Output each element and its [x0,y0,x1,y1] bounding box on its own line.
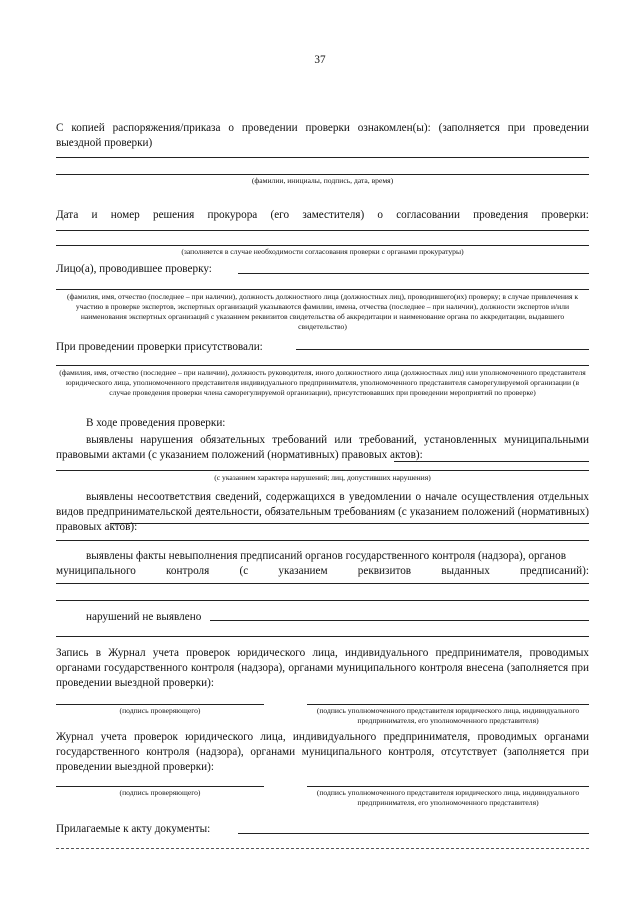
copy-ack-line-2 [56,174,589,175]
nonfulfillment-line-a [56,583,589,584]
prosecutor-date-word: и [91,209,98,221]
nonfulfillment-word: предписаний): [520,565,589,577]
nonfulfillment-word: выданных [441,565,490,577]
nonfulfillment-word: муниципального [56,565,136,577]
inconsistencies-text: выявлены несоответствия сведений, содержащихся в уведомлении о начале осуществления отдельных видов предпринимательской деятельности, обязательным требованиям (с указанием положений (нормативных) правовых актов): [56,491,589,533]
attendees-caption: (фамилия, имя, отчество (последнее – при наличии), должность руководителя, иного должностного лица (должностных лиц) или уполномоченного представителя юридического лица, уполномоченного представителя индивидуального предпринимателя, уполномоченного представителя саморегулируемой организации (в случае проведения проверки члена саморегулируемой организации), присутствовавших при проведении мероприятий по проверке) [59,368,586,397]
violations-text: выявлены нарушения обязательных требований или требований, установленных муниципальными правовыми актами (с указанием положений (нормативных) правовых актов): [56,434,589,461]
prosecutor-caption: (заполняется в случае необходимости согласования проверки с органами прокуратуры) [181,247,464,256]
journal-entry-sign-right-line [307,704,589,705]
inconsistencies-line-2 [56,540,589,541]
findings-intro: В ходе проведения проверки: [86,417,226,429]
no-violations-line-2 [56,636,589,637]
attachments-line-1 [238,833,589,834]
prosecutor-date-word: (его [270,209,290,221]
attendees-line-1 [296,349,589,350]
journal-absent-text: Журнал учета проверок юридического лица, индивидуального предпринимателя, проводимых органами государственного контроля (надзора), органами муниципального контроля, отсутствует (заполняется при проведении выездной проверки): [56,731,589,773]
journal-entry-text: Запись в Журнал учета проверок юридического лица, индивидуального предпринимателя, проводимых органами государственного контроля (надзора), органами муниципального контроля внесена (заполняется при проведении выездной проверки): [56,647,589,689]
no-violations-line-1 [210,620,589,621]
journal-entry-sign-left: (подпись проверяющего) [119,706,201,715]
nonfulfillment-word: (с [239,565,249,577]
inconsistencies-line-1 [110,523,589,524]
prosecutor-date-word: решения [152,209,195,221]
inspector-line-2 [56,289,589,290]
violations-line-2 [56,470,589,471]
prosecutor-date-word: проведения [473,209,529,221]
journal-entry-sign-right: (подпись уполномоченного представителя юридического лица, индивидуального предпринимателя, его уполномоченного представителя) [316,706,580,725]
prosecutor-date-label [56,208,589,223]
prosecutor-date-word: номер [110,209,140,221]
prosecutor-date-word: проверки: [541,209,589,221]
nonfulfillment-line-1: выявлены факты невыполнения предписаний органов государственного контроля (надзора), органов [86,550,566,562]
nonfulfillment-word: указанием [278,565,328,577]
violations-caption: (с указанием характера нарушений; лиц, допустивших нарушения) [214,473,431,482]
nonfulfillment-word: контроля [166,565,210,577]
journal-absent-sign-left-line [56,786,264,787]
journal-absent-sign-right-line [307,786,589,787]
attendees-line-2 [56,365,589,366]
journal-entry-sign-left-line [56,704,264,705]
prosecutor-date-word: о [377,209,383,221]
nonfulfillment-line-2 [56,564,589,579]
journal-absent-sign-right: (подпись уполномоченного представителя юридического лица, индивидуального предпринимателя, его уполномоченного представителя) [316,788,580,807]
inspector-label: Лицо(а), проводившее проверку: [56,263,212,275]
prosecutor-date-word: согласовании [396,209,460,221]
inspector-line-1 [238,273,589,274]
copy-ack-text: С копией распоряжения/приказа о проведении проверки ознакомлен(ы): (заполняется при проведении выездной проверки) [56,122,589,149]
violations-line-1 [394,461,589,462]
attendees-label: При проведении проверки присутствовали: [56,341,263,353]
nonfulfillment-word: реквизитов [357,565,412,577]
journal-absent-sign-left: (подпись проверяющего) [119,788,201,797]
attachments-line-2 [56,848,589,849]
prosecutor-date-word: прокурора [207,209,258,221]
prosecutor-line-1 [56,230,589,231]
prosecutor-date-word: Дата [56,209,79,221]
inspector-caption: (фамилия, имя, отчество (последнее – при наличии), должность должностного лица (должностных лиц), проводившего(их) проверку; в случае привлечения к участию в проверке экспертов, экспертных организаций указываются фамилии, имена, отчества (последнее – при наличии), должности экспертов и/или наименования экспертных организаций с указанием реквизитов свидетельства об аккредитации и наименование органа по аккредитации, выдавшего свидетельство) [66,292,579,331]
attachments-label: Прилагаемые к акту документы: [56,823,211,835]
nonfulfillment-line-b [56,600,589,601]
copy-ack-caption: (фамилии, инициалы, подпись, дата, время) [251,176,394,185]
prosecutor-date-word: заместителя) [302,209,365,221]
prosecutor-line-2 [56,245,589,246]
page-number: 37 [314,54,326,66]
copy-ack-line-1 [56,157,589,158]
no-violations-text: нарушений не выявлено [86,611,202,623]
